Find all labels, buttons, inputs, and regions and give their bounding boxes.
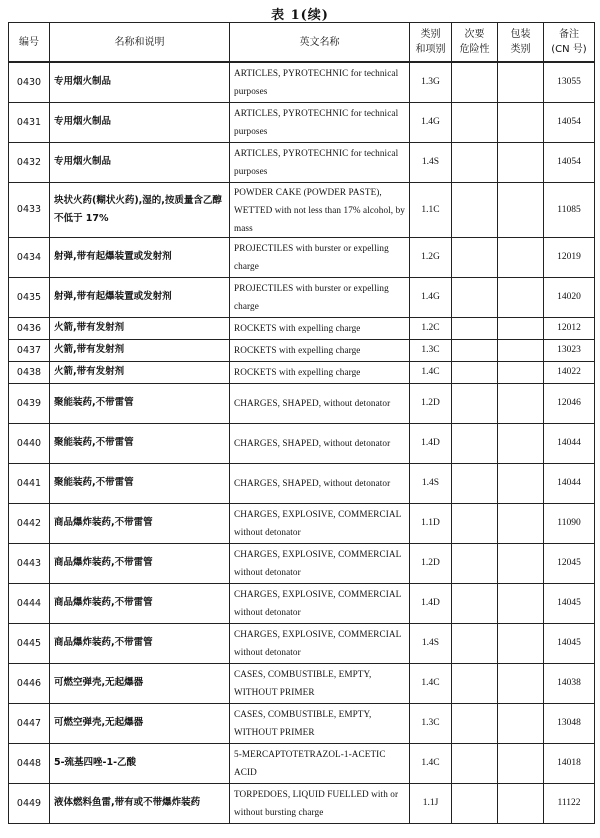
cell-subsidiary-risk [452,62,498,102]
cell-name: 商品爆炸装药,不带雷管 [50,623,230,663]
cell-cn-number: 14044 [544,463,595,503]
cell-cn-number: 13055 [544,62,595,102]
cell-cn-number: 14018 [544,743,595,783]
cell-cn-number: 12012 [544,317,595,339]
dangerous-goods-table [8,22,595,824]
cell-number: 0433 [9,182,50,237]
cell-class: 1.1J [410,783,452,823]
cell-packing-group [498,623,544,663]
table-body [9,62,595,823]
table-row [9,663,595,703]
cell-english-name: TORPEDOES, LIQUID FUELLED with or without bursting charge [230,783,410,823]
cell-packing-group [498,361,544,383]
header-english: 英文名称 [230,23,410,63]
cell-packing-group [498,423,544,463]
cell-english-name: CHARGES, SHAPED, without detonator [230,423,410,463]
cell-packing-group [498,182,544,237]
cell-name: 火箭,带有发射剂 [50,317,230,339]
cell-class: 1.4C [410,743,452,783]
cell-cn-number: 14045 [544,623,595,663]
cell-subsidiary-risk [452,623,498,663]
cell-name: 专用烟火制品 [50,62,230,102]
cell-english-name: PROJECTILES with burster or expelling charge [230,237,410,277]
cell-class: 1.4S [410,623,452,663]
table-row [9,463,595,503]
cell-english-name: ROCKETS with expelling charge [230,361,410,383]
cell-english-name: CHARGES, EXPLOSIVE, COMMERCIAL without detonator [230,503,410,543]
cell-class: 1.2D [410,543,452,583]
cell-name: 火箭,带有发射剂 [50,361,230,383]
cell-packing-group [498,543,544,583]
cell-number: 0435 [9,277,50,317]
cell-number: 0443 [9,543,50,583]
cell-name: 块状火药(糊状火药),湿的,按质量含乙醇不低于 17% [50,182,230,237]
cell-english-name: ARTICLES, PYROTECHNIC for technical purposes [230,62,410,102]
cell-subsidiary-risk [452,743,498,783]
cell-cn-number: 12019 [544,237,595,277]
cell-english-name: CHARGES, EXPLOSIVE, COMMERCIAL without detonator [230,543,410,583]
cell-subsidiary-risk [452,383,498,423]
cell-subsidiary-risk [452,237,498,277]
cell-name: 商品爆炸装药,不带雷管 [50,503,230,543]
cell-english-name: CHARGES, SHAPED, without detonator [230,463,410,503]
cell-english-name: ROCKETS with expelling charge [230,339,410,361]
cell-subsidiary-risk [452,783,498,823]
cell-number: 0431 [9,102,50,142]
cell-packing-group [498,237,544,277]
cell-class: 1.2C [410,317,452,339]
cell-english-name: PROJECTILES with burster or expelling charge [230,277,410,317]
cell-name: 可燃空弹壳,无起爆器 [50,663,230,703]
cell-class: 1.4S [410,463,452,503]
table-row [9,277,595,317]
table-row [9,182,595,237]
cell-number: 0447 [9,703,50,743]
cell-subsidiary-risk [452,463,498,503]
table-row [9,623,595,663]
cell-name: 专用烟火制品 [50,142,230,182]
cell-packing-group [498,703,544,743]
cell-subsidiary-risk [452,543,498,583]
cell-cn-number: 12045 [544,543,595,583]
cell-number: 0440 [9,423,50,463]
cell-cn-number: 14038 [544,663,595,703]
cell-name: 聚能装药,不带雷管 [50,383,230,423]
table-row [9,237,595,277]
cell-subsidiary-risk [452,663,498,703]
cell-name: 商品爆炸装药,不带雷管 [50,583,230,623]
table-row [9,383,595,423]
cell-english-name: CHARGES, EXPLOSIVE, COMMERCIAL without detonator [230,583,410,623]
cell-number: 0436 [9,317,50,339]
cell-number: 0430 [9,62,50,102]
cell-class: 1.4G [410,102,452,142]
cell-class: 1.4D [410,583,452,623]
cell-cn-number: 14045 [544,583,595,623]
cell-packing-group [498,503,544,543]
cell-subsidiary-risk [452,102,498,142]
cell-packing-group [498,277,544,317]
cell-name: 可燃空弹壳,无起爆器 [50,703,230,743]
cell-subsidiary-risk [452,277,498,317]
cell-class: 1.4D [410,423,452,463]
cell-name: 射弹,带有起爆装置或发射剂 [50,237,230,277]
cell-class: 1.3G [410,62,452,102]
cell-english-name: POWDER CAKE (POWDER PASTE), WETTED with not less than 17% alcohol, by mass [230,182,410,237]
cell-packing-group [498,463,544,503]
cell-cn-number: 11090 [544,503,595,543]
cell-class: 1.4C [410,663,452,703]
cell-packing-group [498,783,544,823]
cell-class: 1.4C [410,361,452,383]
cell-name: 商品爆炸装药,不带雷管 [50,543,230,583]
cell-class: 1.1D [410,503,452,543]
cell-cn-number: 13048 [544,703,595,743]
cell-cn-number: 14054 [544,142,595,182]
header-number: 编号 [9,23,50,63]
header-subsidiary: 次要 危险性 [452,23,498,63]
header-name: 名称和说明 [50,23,230,63]
cell-cn-number: 14054 [544,102,595,142]
cell-number: 0434 [9,237,50,277]
cell-cn-number: 14022 [544,361,595,383]
cell-name: 聚能装药,不带雷管 [50,463,230,503]
cell-packing-group [498,317,544,339]
header-class: 类别 和项别 [410,23,452,63]
header-row [9,23,595,63]
cell-english-name: 5-MERCAPTOTETRAZOL-1-ACETIC ACID [230,743,410,783]
cell-class: 1.3C [410,339,452,361]
table-row [9,783,595,823]
cell-name: 火箭,带有发射剂 [50,339,230,361]
cell-subsidiary-risk [452,142,498,182]
cell-english-name: CHARGES, EXPLOSIVE, COMMERCIAL without detonator [230,623,410,663]
cell-packing-group [498,339,544,361]
table-row [9,317,595,339]
cell-english-name: ROCKETS with expelling charge [230,317,410,339]
cell-packing-group [498,583,544,623]
cell-class: 1.1C [410,182,452,237]
cell-cn-number: 12046 [544,383,595,423]
cell-class: 1.4S [410,142,452,182]
cell-number: 0445 [9,623,50,663]
header-packing: 包装 类别 [498,23,544,63]
cell-name: 聚能装药,不带雷管 [50,423,230,463]
cell-subsidiary-risk [452,361,498,383]
cell-name: 射弹,带有起爆装置或发射剂 [50,277,230,317]
cell-subsidiary-risk [452,503,498,543]
cell-name: 5-巯基四唑-1-乙酸 [50,743,230,783]
table-row [9,62,595,102]
table-row [9,423,595,463]
cell-subsidiary-risk [452,317,498,339]
cell-name: 液体燃料鱼雷,带有或不带爆炸装药 [50,783,230,823]
cell-subsidiary-risk [452,182,498,237]
cell-cn-number: 11085 [544,182,595,237]
cell-packing-group [498,102,544,142]
cell-subsidiary-risk [452,423,498,463]
cell-class: 1.3C [410,703,452,743]
cell-number: 0444 [9,583,50,623]
cell-subsidiary-risk [452,583,498,623]
cell-number: 0438 [9,361,50,383]
cell-packing-group [498,663,544,703]
cell-english-name: CASES, COMBUSTIBLE, EMPTY, WITHOUT PRIMER [230,703,410,743]
cell-packing-group [498,142,544,182]
cell-number: 0442 [9,503,50,543]
cell-number: 0449 [9,783,50,823]
cell-number: 0439 [9,383,50,423]
table-row [9,543,595,583]
cell-class: 1.2D [410,383,452,423]
cell-cn-number: 11122 [544,783,595,823]
cell-english-name: ARTICLES, PYROTECHNIC for technical purposes [230,102,410,142]
table-row [9,142,595,182]
table-row [9,703,595,743]
cell-english-name: CHARGES, SHAPED, without detonator [230,383,410,423]
cell-packing-group [498,743,544,783]
cell-number: 0448 [9,743,50,783]
table-row [9,361,595,383]
cell-number: 0446 [9,663,50,703]
cell-packing-group [498,62,544,102]
cell-number: 0437 [9,339,50,361]
cell-subsidiary-risk [452,339,498,361]
cell-name: 专用烟火制品 [50,102,230,142]
header-remarks: 备注 (CN 号) [544,23,595,63]
cell-number: 0441 [9,463,50,503]
cell-packing-group [498,383,544,423]
cell-cn-number: 14044 [544,423,595,463]
table-row [9,743,595,783]
table-row [9,102,595,142]
table-title: 表 1(续) [271,8,329,23]
cell-cn-number: 14020 [544,277,595,317]
cell-subsidiary-risk [452,703,498,743]
cell-english-name: ARTICLES, PYROTECHNIC for technical purposes [230,142,410,182]
cell-class: 1.4G [410,277,452,317]
cell-cn-number: 13023 [544,339,595,361]
table-row [9,339,595,361]
cell-number: 0432 [9,142,50,182]
cell-class: 1.2G [410,237,452,277]
table-row [9,583,595,623]
table-row [9,503,595,543]
cell-english-name: CASES, COMBUSTIBLE, EMPTY, WITHOUT PRIMER [230,663,410,703]
